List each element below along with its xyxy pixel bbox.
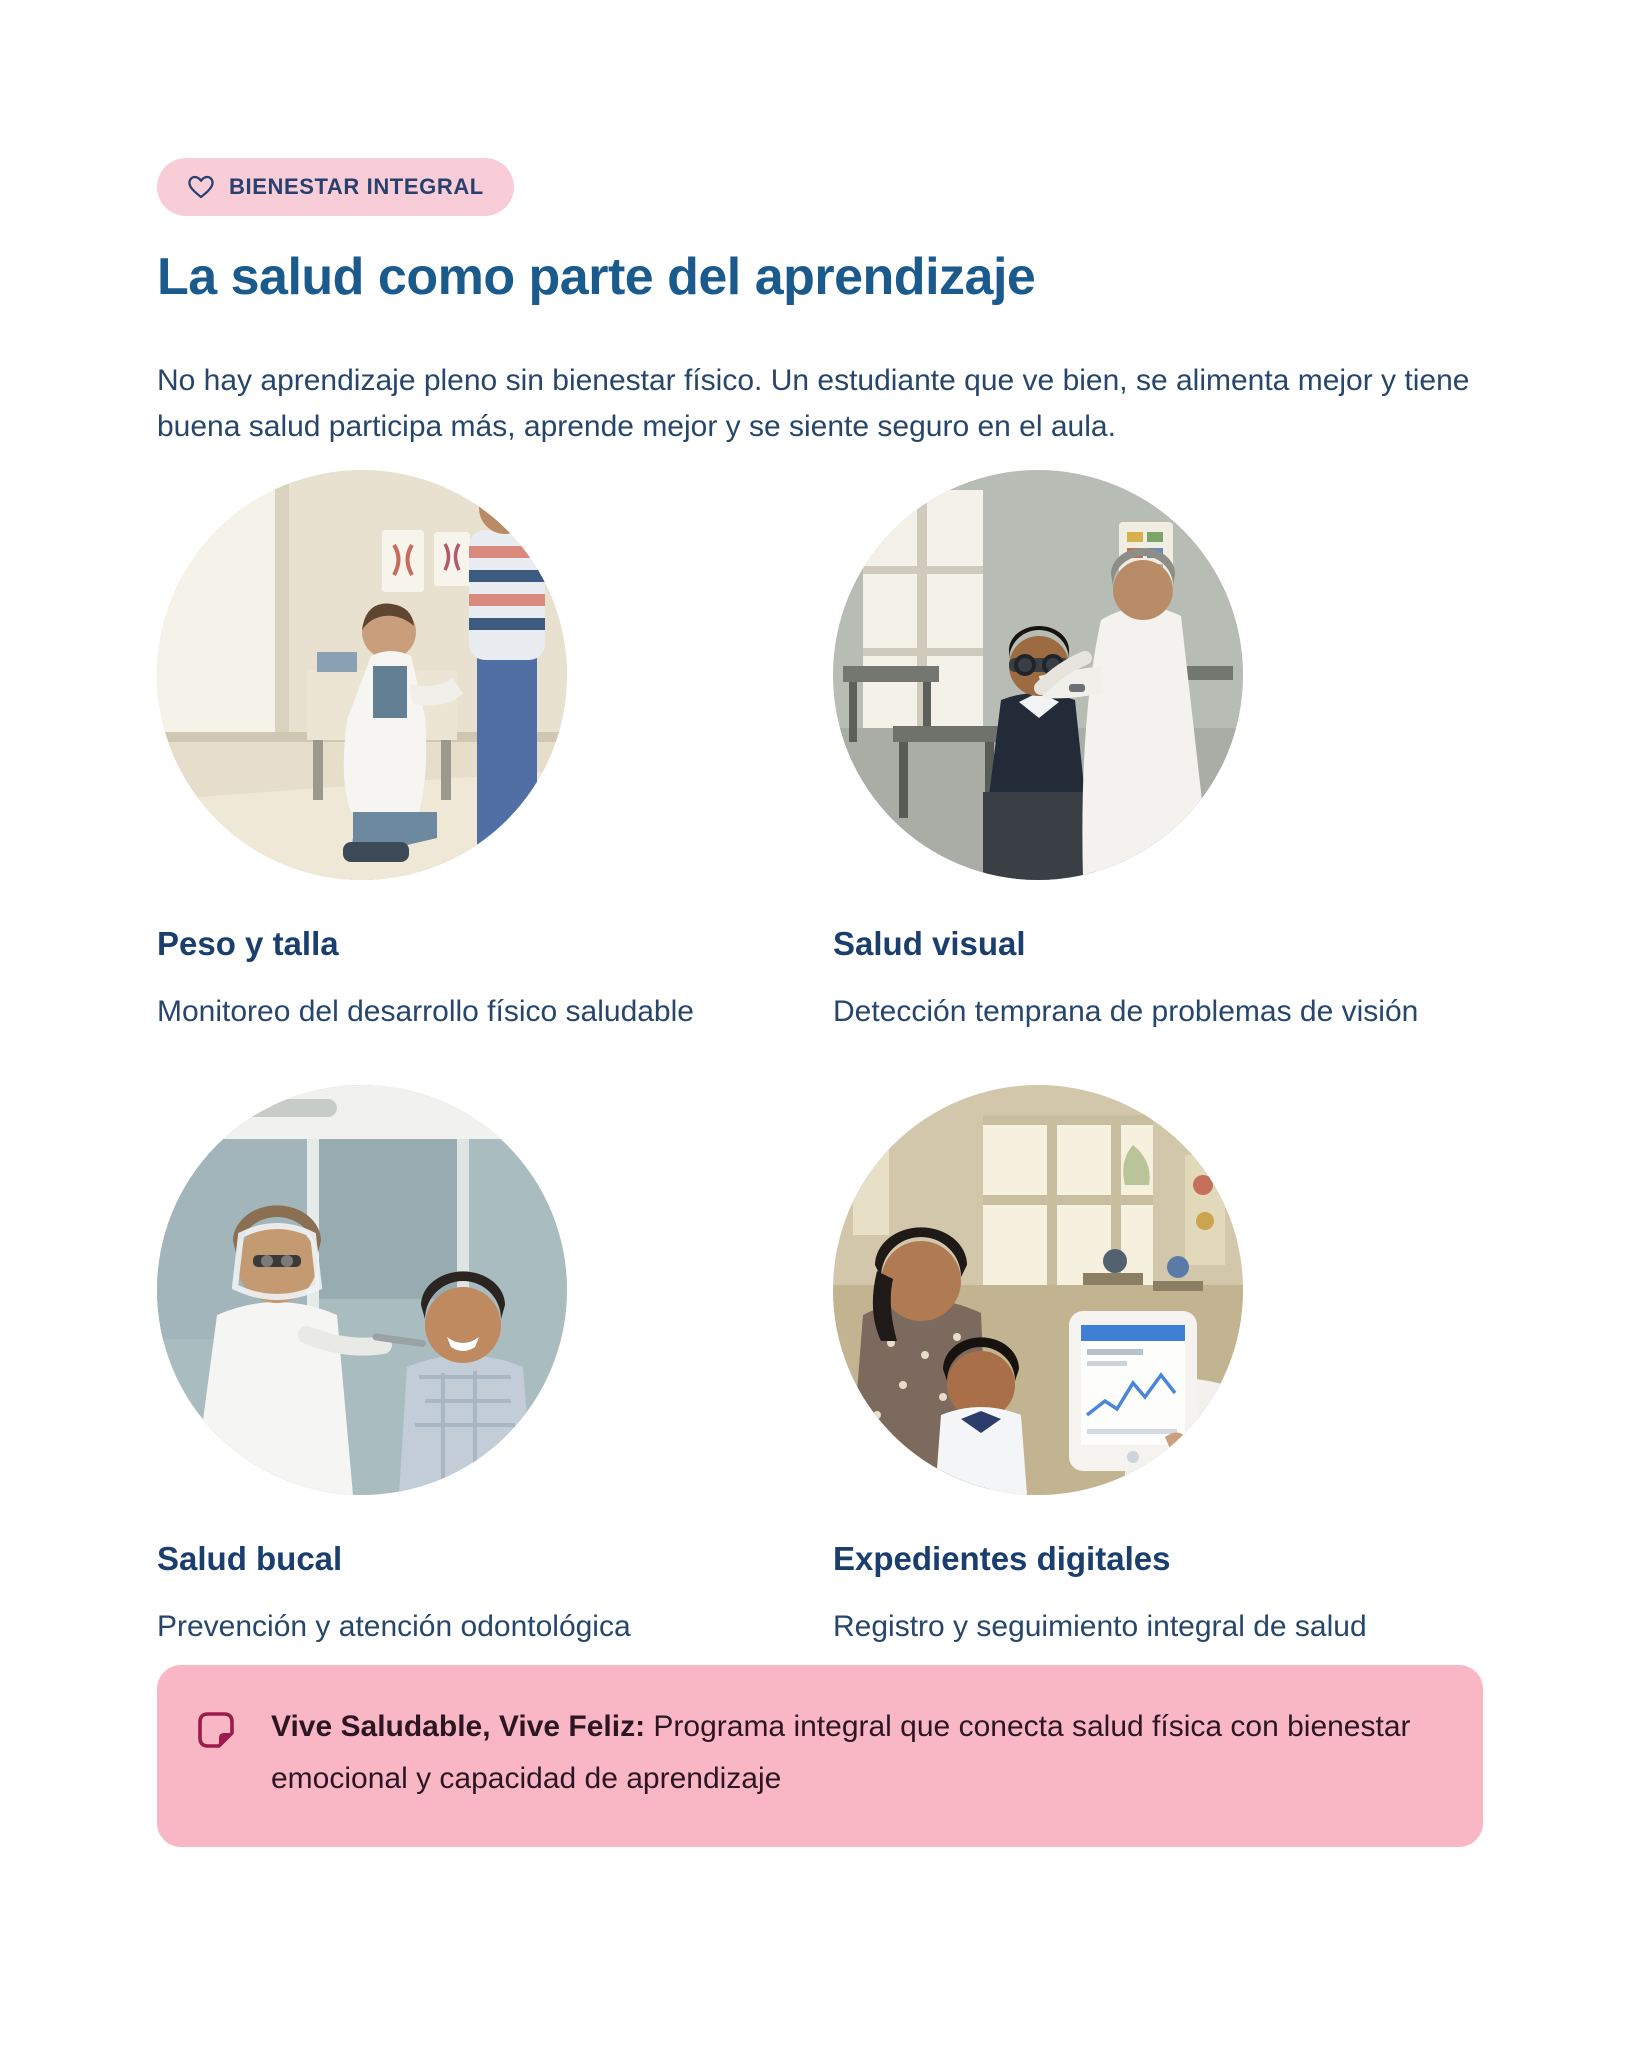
card-title-peso-y-talla: Peso y talla — [157, 925, 339, 962]
intro-paragraph: No hay aprendizaje pleno sin bienestar físico. Un estudiante que ve bien, se alimenta mejor y tiene buena salud participa más, aprende mejor y se siente seguro en el aula. — [157, 364, 1470, 443]
card-peso-y-talla — [157, 470, 807, 1035]
card-title-expedientes-digitales: Expedientes digitales — [833, 1540, 1171, 1577]
program-callout-body: Programa integral que conecta salud física con bienestar emocional y capacidad de aprendizaje — [271, 1710, 1411, 1795]
card-salud-visual — [833, 470, 1483, 1035]
cards-grid — [157, 470, 1483, 1650]
heart-icon — [187, 174, 215, 200]
card-desc-salud-bucal: Prevención y atención odontológica — [157, 1610, 631, 1643]
card-desc-expedientes-digitales: Registro y seguimiento integral de salud — [833, 1610, 1367, 1643]
program-callout-text — [271, 1701, 1439, 1805]
card-expedientes-digitales — [833, 1085, 1483, 1650]
note-icon — [195, 1709, 237, 1756]
page-title: La salud como parte del aprendizaje — [157, 248, 1036, 306]
card-salud-bucal — [157, 1085, 807, 1650]
section-badge — [157, 158, 514, 216]
card-desc-salud-visual: Detección temprana de problemas de visión — [833, 995, 1419, 1028]
card-title-salud-visual: Salud visual — [833, 925, 1026, 962]
photo-salud-visual — [833, 470, 1243, 880]
photo-expedientes-digitales — [833, 1085, 1243, 1495]
program-callout-highlight: Vive Saludable, Vive Feliz: — [271, 1710, 646, 1743]
program-callout — [157, 1665, 1483, 1847]
card-title-salud-bucal: Salud bucal — [157, 1540, 343, 1577]
card-desc-peso-y-talla: Monitoreo del desarrollo físico saludable — [157, 995, 694, 1028]
photo-salud-bucal — [157, 1085, 567, 1495]
section-badge-label: BIENESTAR INTEGRAL — [229, 174, 484, 199]
photo-peso-y-talla — [157, 470, 567, 880]
